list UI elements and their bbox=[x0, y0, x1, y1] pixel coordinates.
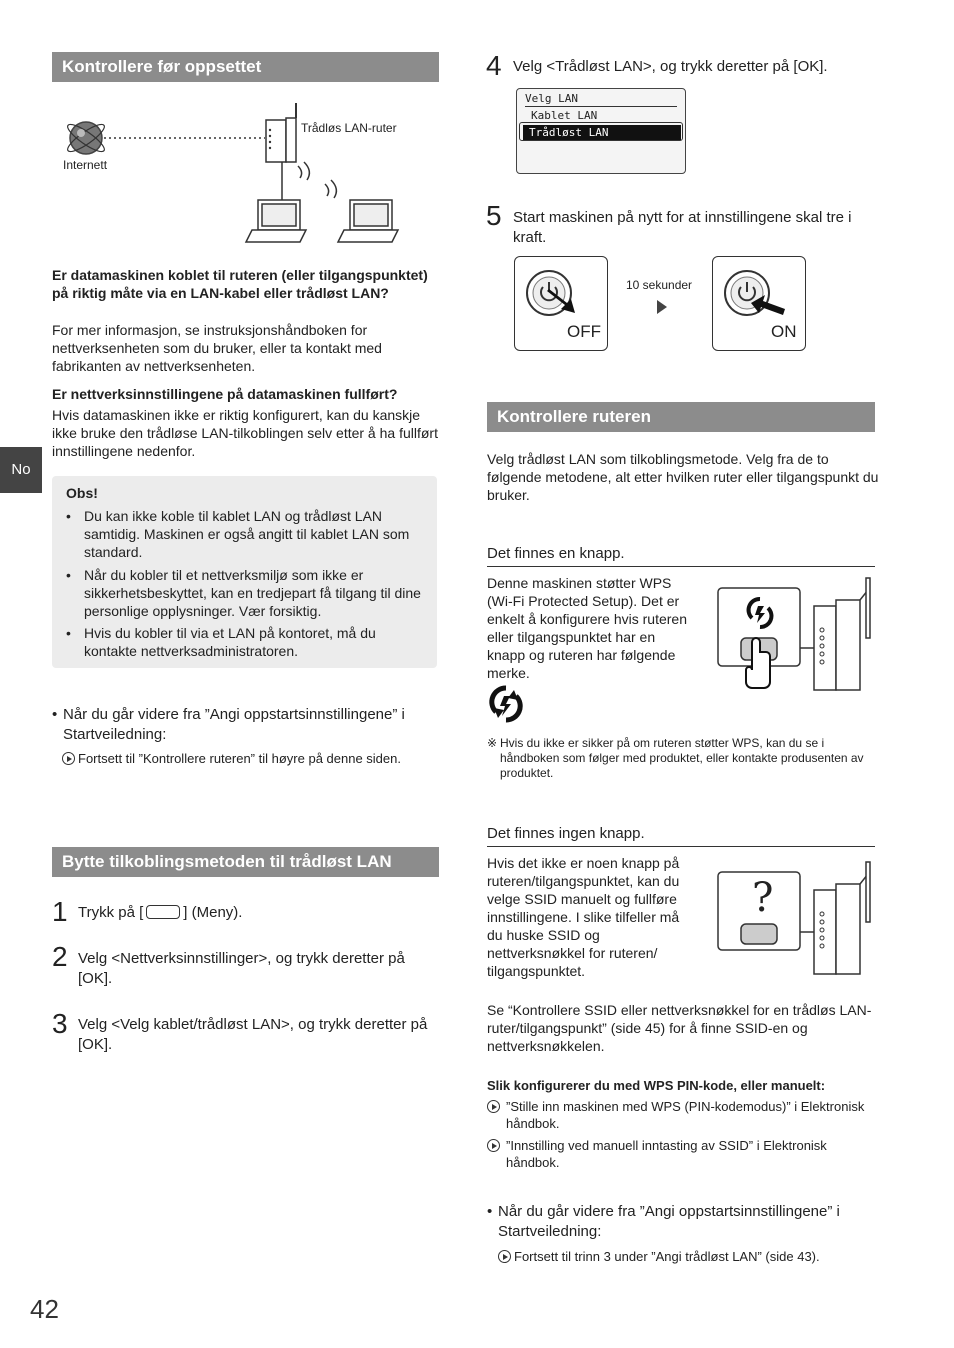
section-title-check-router: Kontrollere ruteren bbox=[487, 402, 875, 432]
continue-bullet-right: • Når du går videre fra ”Angi oppstartsinnstillingene” i Startveiledning: bbox=[487, 1203, 840, 1240]
step-number: 3 bbox=[52, 1008, 68, 1039]
manual-ref-ssid[interactable]: ”Innstilling ved manuell inntasting av SSID” i Elektronisk håndbok. bbox=[487, 1137, 867, 1171]
laptop-wired-icon bbox=[246, 200, 306, 242]
wps-description: Denne maskinen støtter WPS (Wi-Fi Protected Setup). Det er enkelt å konfigurere hvis ruteren eller tilgangspunktet har en knapp og ruteren har følgende merke. bbox=[487, 575, 687, 681]
continue-bullet-left: • Når du går videre fra ”Angi oppstartsinnstillingene” i Startveiledning: bbox=[52, 706, 405, 743]
laptop-wireless-icon bbox=[338, 200, 398, 242]
answer-2: Hvis datamaskinen ikke er riktig konfigurert, kan du kanskje ikke bruke den trådløse LAN-tilkoblingen selv etter å ha fullført innstillingene nedenfor. bbox=[52, 407, 438, 459]
wps-footnote: ※ Hvis du ikke er sikker på om ruteren støtter WPS, kan du se i håndboken som følger med produktet, eller kontakte produsenten av produktet. bbox=[487, 736, 864, 780]
no-button-description: Hvis det ikke er noen knapp på ruteren/tilgangspunktet, kan du velge SSID manuelt og fullføre innstillingene. I slike tilfeller må du huske SSID og nettverksnøkkel for ruteren/ tilgangspunktet. bbox=[487, 855, 680, 979]
next-arrow-icon bbox=[656, 300, 668, 314]
step-5-text: Start maskinen på nytt for at innstillingene skal tre i kraft. bbox=[513, 209, 852, 246]
continue-reference-right[interactable]: Fortsett til trinn 3 under ”Angi trådløst LAN” (side 43). bbox=[498, 1248, 820, 1265]
menu-key-icon bbox=[146, 905, 180, 919]
see-ssid-text: Se “Kontrollere SSID eller nettverksnøkkel for en trådløs LAN-ruter/tilgangspunkt” (side 45) for å finne SSID-en og nettverksnøkkelen. bbox=[487, 1002, 872, 1054]
step-4-text: Velg <Trådløst LAN>, og trykk deretter på [OK]. bbox=[513, 58, 828, 75]
manual-config-title: Slik konfigurerer du med WPS PIN-kode, eller manuelt: bbox=[487, 1078, 826, 1093]
wait-time-label: 10 sekunder bbox=[626, 278, 693, 292]
step-number: 1 bbox=[52, 896, 68, 927]
note-item: • Når du kobler til et nettverksmiljø som ikke er sikkerhetsbeskyttet, kan en tredjepart få tilgang til dine personlige opplysninger. Vær forsiktig. bbox=[66, 567, 421, 619]
continue-reference-left[interactable]: Fortsett til ”Kontrollere ruteren” til høyre på denne siden. bbox=[62, 750, 401, 767]
step-number: 5 bbox=[486, 200, 502, 231]
router-icon bbox=[266, 103, 296, 162]
internet-globe-icon bbox=[65, 120, 108, 155]
lcd-screen bbox=[516, 88, 686, 174]
power-off-panel bbox=[514, 256, 608, 351]
router-wps-button-illustration bbox=[716, 576, 876, 700]
step-3-text: Velg <Velg kablet/trådløst LAN>, og trykk deretter på [OK]. bbox=[78, 1016, 428, 1053]
power-on-panel bbox=[712, 256, 806, 351]
lcd-option-wireless-selected[interactable]: Trådløst LAN bbox=[523, 125, 681, 140]
question-2: Er nettverksinnstillingene på datamaskinen fullført? bbox=[52, 386, 398, 402]
internet-label: Internett bbox=[63, 158, 108, 172]
wifi-signal-icon bbox=[298, 162, 336, 198]
off-label: OFF bbox=[567, 322, 601, 341]
arrow-right-icon bbox=[62, 752, 75, 765]
language-tab: No bbox=[0, 447, 42, 493]
arrow-right-icon bbox=[487, 1139, 500, 1152]
section-title-check-before-setup: Kontrollere før oppsettet bbox=[52, 52, 439, 82]
note-item: • Hvis du kobler til via et LAN på kontoret, må du kontakte nettverksadministratoren. bbox=[66, 625, 376, 659]
arrow-right-icon bbox=[498, 1250, 511, 1263]
subheading-without-button: Det finnes ingen knapp. bbox=[487, 824, 875, 847]
press-arrow-icon bbox=[751, 295, 787, 319]
router-intro: Velg trådløst LAN som tilkoblingsmetode. Velg fra de to følgende metodene, alt etter hvilken ruter eller tilgangspunkt du bruker. bbox=[487, 451, 879, 503]
step-number: 2 bbox=[52, 941, 68, 972]
lcd-option-wired[interactable]: Kablet LAN bbox=[531, 109, 598, 122]
note-item: • Du kan ikke koble til kablet LAN og trådløst LAN samtidig. Maskinen er også angitt til kablet LAN som standard. bbox=[66, 508, 410, 560]
arrow-right-icon bbox=[487, 1100, 500, 1113]
note-title: Obs! bbox=[66, 485, 98, 501]
manual-ref-wps-pin[interactable]: ”Stille inn maskinen med WPS (PIN-kodemodus)” i Elektronisk håndbok. bbox=[487, 1098, 867, 1132]
question-mark: ? bbox=[752, 875, 774, 921]
question-1: Er datamaskinen koblet til ruteren (eller tilgangspunktet) på riktig måte via en LAN-kabel eller trådløst LAN? bbox=[52, 267, 428, 301]
on-label: ON bbox=[771, 322, 797, 341]
section-title-switch-wireless: Bytte tilkoblingsmetoden til trådløst LAN bbox=[52, 847, 439, 877]
page-number: 42 bbox=[30, 1294, 59, 1324]
router-label: Trådløs LAN-ruter bbox=[301, 121, 397, 135]
router-no-button-illustration bbox=[716, 860, 876, 980]
step-number: 4 bbox=[486, 50, 502, 81]
step-2-text: Velg <Nettverksinnstillinger>, og trykk deretter på [OK]. bbox=[78, 950, 405, 987]
subheading-with-button: Det finnes en knapp. bbox=[487, 544, 875, 567]
step-1-text: Trykk på [ ] (Meny). bbox=[78, 904, 243, 921]
wps-logo-icon bbox=[488, 684, 524, 724]
lcd-title: Velg LAN bbox=[525, 91, 677, 107]
answer-1: For mer informasjon, se instruksjonshåndboken for nettverksenheten som du bruker, eller ta kontakt med fabrikanten av nettverksenheten. bbox=[52, 322, 382, 374]
press-arrow-icon bbox=[545, 289, 579, 317]
lcd-selection-frame bbox=[519, 122, 683, 141]
